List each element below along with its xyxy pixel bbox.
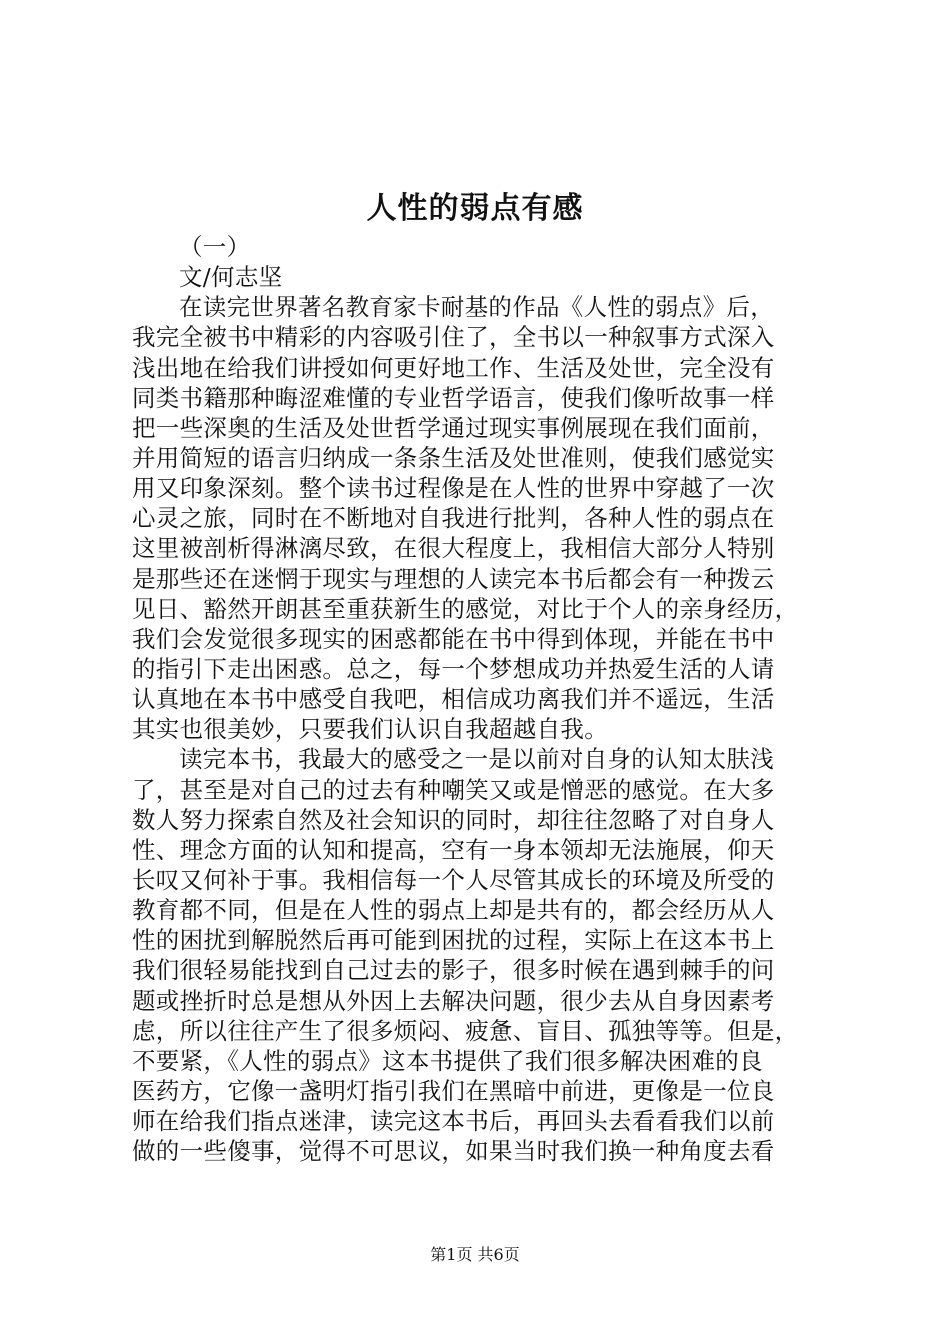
page-footer: 第1页 共6页	[430, 1245, 520, 1264]
text-line: 了，甚至是对自己的过去有种嘲笑又或是憎恶的感觉。在大多	[132, 775, 775, 804]
text-line: 性的困扰到解脱然后再可能到困扰的过程，实际上在这本书上	[132, 926, 775, 955]
text-line: 师在给我们指点迷津，读完这本书后，再回头去看看我们以前	[132, 1107, 775, 1136]
document-body	[132, 232, 844, 1166]
text-line: 教育都不同，但是在人性的弱点上却是共有的，都会经历从人	[132, 896, 775, 925]
text-line: 不要紧，《人性的弱点》这本书提供了我们很多解决困难的良	[132, 1046, 763, 1075]
author-line: 文/何志坚	[179, 263, 283, 292]
text-line: 见日、豁然开朗甚至重获新生的感觉，对比于个人的亲身经历，	[132, 594, 799, 623]
paragraph-1	[132, 292, 844, 744]
text-line: 这里被剖析得淋漓尽致，在很大程度上，我相信大部分人特别	[132, 534, 775, 563]
document-title: 人性的弱点有感	[366, 191, 584, 226]
text-line: 同类书籍那种晦涩难懂的专业哲学语言，使我们像听故事一样	[132, 383, 775, 412]
text-line: 虑，所以往往产生了很多烦闷、疲惫、盲目、孤独等等。但是，	[132, 1016, 799, 1045]
text-line: 我们会发觉很多现实的困惑都能在书中得到体现，并能在书中	[132, 624, 775, 653]
text-line: 数人努力探索自然及社会知识的同时，却往往忽略了对自身人	[132, 805, 775, 834]
text-line: 的指引下走出困惑。总之，每一个梦想成功并热爱生活的人请	[132, 654, 775, 683]
text-line: 认真地在本书中感受自我吧，相信成功离我们并不遥远，生活	[132, 685, 775, 714]
text-line: 其实也很美妙，只要我们认识自我超越自我。	[132, 715, 608, 744]
text-line: 性、理念方面的认知和提高，空有一身本领却无法施展，仰天	[132, 835, 775, 864]
text-line: 并用简短的语言归纳成一条条生活及处世准则，使我们感觉实	[132, 443, 775, 472]
text-line: 用又印象深刻。整个读书过程像是在人性的世界中穿越了一次	[132, 474, 775, 503]
text-line: 是那些还在迷惘于现实与理想的人读完本书后都会有一种拨云	[132, 564, 775, 593]
section-number: （一）	[179, 233, 251, 261]
text-line: 做的一些傻事，觉得不可思议，如果当时我们换一种角度去看	[132, 1137, 775, 1166]
text-line: 读完本书，我最大的感受之一是以前对自身的认知太肤浅	[179, 745, 774, 774]
text-line: 把一些深奥的生活及处世哲学通过现实事例展现在我们面前，	[132, 413, 775, 442]
text-line: 医药方，它像一盏明灯指引我们在黑暗中前进，更像是一位良	[132, 1076, 775, 1105]
text-line: 浅出地在给我们讲授如何更好地工作、生活及处世，完全没有	[132, 353, 775, 382]
text-line: 题或挫折时总是想从外因上去解决问题，很少去从自身因素考	[132, 986, 775, 1015]
text-line: 我们很轻易能找到自己过去的影子，很多时候在遇到棘手的问	[132, 956, 775, 985]
text-line: 我完全被书中精彩的内容吸引住了，全书以一种叙事方式深入	[132, 323, 775, 352]
text-line: 在读完世界著名教育家卡耐基的作品《人性的弱点》后，	[179, 293, 774, 322]
text-line: 长叹又何补于事。我相信每一个人尽管其成长的环境及所受的	[132, 865, 775, 894]
text-line: 心灵之旅，同时在不断地对自我进行批判，各种人性的弱点在	[132, 504, 775, 533]
paragraph-2	[132, 744, 844, 1166]
